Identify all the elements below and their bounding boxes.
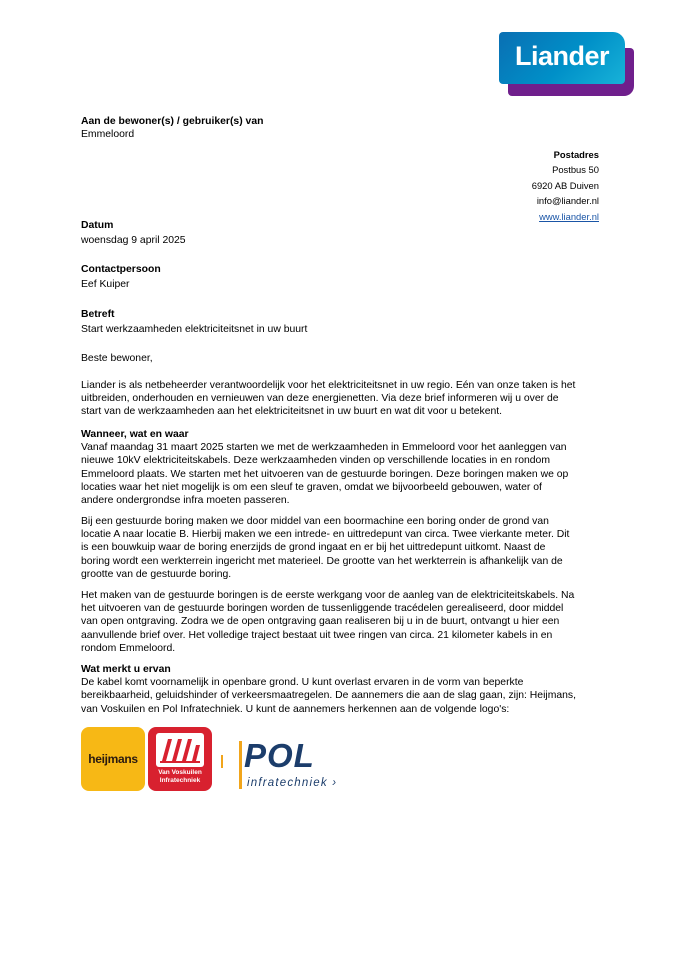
- subject-value: Start werkzaamheden elektriciteitsnet in uw buurt: [81, 324, 308, 336]
- section-impact: [81, 663, 603, 716]
- text-line: rondom Emmeloord.: [81, 642, 176, 654]
- pol-arrow-icon: ›: [327, 777, 338, 789]
- voskuilen-logo-text: [148, 769, 212, 785]
- text-line: start van de werkzaamheden aan het elektriciteitsnet in uw buurt en wat dit voor u betekent.: [81, 406, 503, 418]
- pol-accent-bar: [239, 741, 242, 789]
- date-value: woensdag 9 april 2025: [81, 235, 186, 247]
- logo-text: Liander: [514, 41, 610, 71]
- voskuilen-line1: Van Voskuilen: [158, 769, 202, 776]
- date-block: [81, 219, 601, 247]
- postal-line2: 6920 AB Duiven: [531, 179, 599, 191]
- text-line: locaties waar het niet mogelijk is om een sleuf te graven, omdat we bijvoorbeeld gebouwen, water of: [81, 481, 542, 493]
- text-line: De kabel komt voornamelijk in openbare grond. U kunt overlast ervaren in de vorm van beperkte: [81, 677, 524, 689]
- pol-subtext: infratechniek: [247, 777, 328, 789]
- text-line: is een bouwkuip waar de boring enerzijds de grond ingaat en er bij het uittredepunt uitkomt. Naast de: [81, 542, 546, 554]
- pol-logo-text: POL: [244, 737, 315, 774]
- website-link[interactable]: www.liander.nl: [539, 210, 599, 222]
- voskuilen-logo: [148, 727, 212, 791]
- paragraph-boring: [81, 515, 603, 581]
- section-when-what-where: [81, 428, 603, 507]
- section-heading: Wanneer, wat en waar: [81, 429, 189, 440]
- text-line: van Voskuilen en Pol Infratechniek. U kunt de aannemers herkennen aan de volgende logo's:: [81, 703, 510, 715]
- text-line: Emmeloord plaats. We starten met het uitvoeren van de gestuurde boringen. Deze boringen maken we op: [81, 468, 569, 480]
- text-line: uitbreiden, onderhouden en vernieuwen van deze energienetten. Via deze brief informeren wij u over de: [81, 393, 559, 405]
- intro-paragraph: [81, 379, 603, 419]
- text-line: Liander is als netbeheerder verantwoordelijk voor het elektriciteitsnet in uw regio. Eén van onze taken is het: [81, 380, 576, 391]
- contact-block: [81, 263, 601, 291]
- section-heading: Wat merkt u ervan: [81, 664, 171, 675]
- postal-line1: Postbus 50: [552, 164, 599, 176]
- contact-value: Eef Kuiper: [81, 279, 130, 291]
- text-line: Het maken van de gestuurde boringen is de eerste werkgang voor de aanleg van de elektriciteitskabels. Na: [81, 590, 575, 601]
- postal-address: [532, 147, 599, 224]
- salutation: Beste bewoner,: [81, 353, 153, 364]
- subject-block: [81, 308, 601, 336]
- logo-divider: [221, 755, 223, 768]
- paragraph-route: [81, 589, 603, 655]
- text-line: bereikbaarheid, geluidshinder of verkeersmaatregelen. De aannemers die aan de slag gaan, zijn: Heijmans,: [81, 690, 577, 702]
- liander-logo: [499, 32, 635, 96]
- postal-heading: Postadres: [553, 149, 599, 160]
- voskuilen-line2: Infratechniek: [159, 777, 201, 784]
- text-line: aanvullende brief over. Het volledige traject bestaat uit twee ringen van circa. 21 kilometer kabels in en: [81, 629, 553, 641]
- heijmans-logo: [81, 727, 145, 791]
- date-label: Datum: [81, 220, 114, 231]
- text-line: locatie A naar locatie B. Hierbij maken we een intrede- en uittredepunt van circa. Twee vierkante meter. Dit: [81, 529, 570, 541]
- text-line: Vanaf maandag 31 maart 2025 starten we met de werkzaamheden in Emmeloord voor het aanleggen van: [81, 442, 567, 454]
- postal-email: info@liander.nl: [536, 195, 599, 207]
- recipient-block: [81, 115, 601, 141]
- text-line: boring wordt een werkterrein ingericht met materieel. De grootte van het werkterrein is afhankelijk van de: [81, 555, 563, 567]
- subject-label: Betreft: [81, 309, 115, 320]
- heijmans-logo-text: heijmans: [88, 752, 138, 766]
- text-line: van open ontgraving. Zodra we de open ontgraving gaan realiseren bij u in de buurt, ontvangt u hier een: [81, 616, 560, 628]
- recipient-line1: Aan de bewoner(s) / gebruiker(s) van: [81, 116, 264, 127]
- pol-logo-subtext: [247, 777, 337, 789]
- text-line: Bij een gestuurde boring maken we door middel van een boormachine een boring onder de grond van: [81, 516, 549, 527]
- contact-label: Contactpersoon: [81, 264, 161, 275]
- text-line: grootte van de gestuurde boring.: [81, 568, 232, 580]
- text-line: het uitvoeren van de gestuurde boringen worden de tussenliggende tracédelen gerealiseerd, door middel: [81, 603, 564, 615]
- voskuilen-emblem-icon: [156, 733, 204, 767]
- text-line: andere ondergrondse infra moeten passeren.: [81, 495, 290, 507]
- recipient-line2: Emmeloord: [81, 129, 135, 141]
- text-line: nieuwe 10kV elektriciteitskabels. Deze werkzaamheden vinden op verschillende locaties in en rondom: [81, 455, 550, 467]
